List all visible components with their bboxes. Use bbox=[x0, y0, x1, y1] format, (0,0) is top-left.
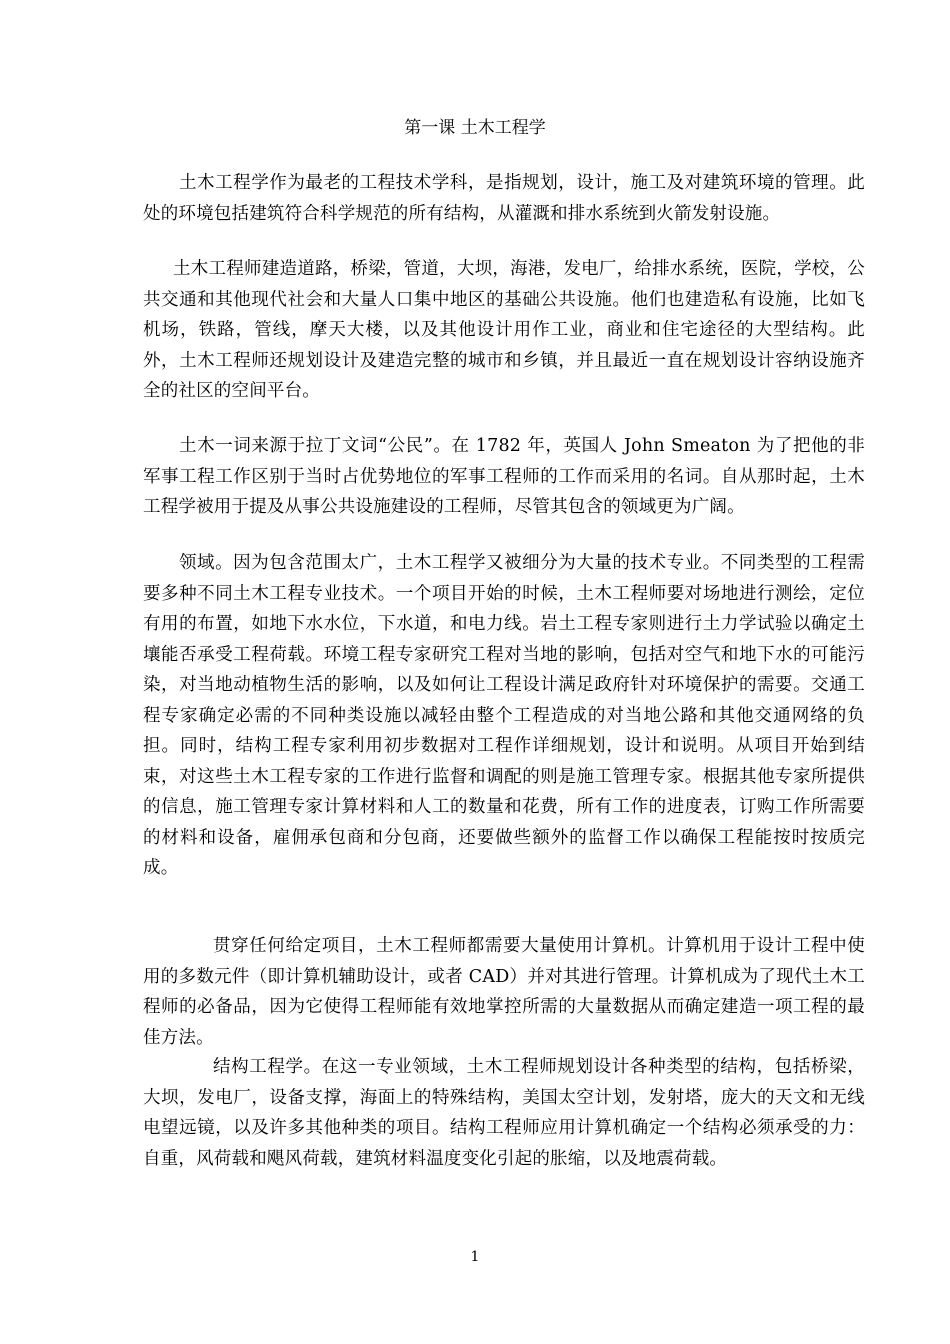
paragraph-fields: 领域。因为包含范围太广，土木工程学又被细分为大量的技术专业。不同类型的工程需要多种不同土木工程专业技术。一个项目开始的时候，土木工程师要对场地进行测绘，定位有用的布置，如地下水水位，下水道，和电力线。岩土工程专家则进行土力学试验以确定土壤能否承受工程荷载。环境工程专家研究工程对当地的影响，包括对空气和地下水的可能污染，对当地动植物生活的影响，以及如何让工程设计满足政府针对环境保护的需要。交通工程专家确定必需的不同种类设施以减轻由整个工程造成的对当地公路和其他交通网络的负担。同时，结构工程专家利用初步数据对工程作详细规划，设计和说明。从项目开始到结束，对这些土木工程专家的工作进行监督和调配的则是施工管理专家。根据其他专家所提供的信息，施工管理专家计算材料和人工的数量和花费，所有工作的进度表，订购工作所需要的材料和设备，雇佣承包商和分包商，还要做些额外的监督工作以确保工程能按时按质完成。 bbox=[143, 553, 865, 878]
page-number: 1 bbox=[470, 1249, 480, 1265]
paragraph-intro: 土木工程学作为最老的工程技术学科，是指规划，设计，施工及对建筑环境的管理。此处的环境包括建筑符合科学规范的所有结构，从灌溉和排水系统到火箭发射设施。 bbox=[143, 173, 865, 224]
paragraph-structural-engineering: 结构工程学。在这一专业领域，土木工程师规划设计各种类型的结构，包括桥梁，大坝，发电厂，设备支撑，海面上的特殊结构，美国太空计划，发射塔，庞大的天文和无线电望远镜，以及许多其他种类的项目。结构工程师应用计算机确定一个结构必须承受的力：自重，风荷载和飓风荷载，建筑材料温度变化引起的胀缩，以及地震荷载。 bbox=[143, 1057, 865, 1169]
paragraph-computers: 贯穿任何给定项目，土木工程师都需要大量使用计算机。计算机用于设计工程中使用的多数元件（即计算机辅助设计，或者 CAD）并对其进行管理。计算机成为了现代土木工程师的必备品，因为它使得工程师能有效地掌控所需的大量数据从而确定建造一项工程的最佳方法。 bbox=[143, 936, 865, 1048]
paragraph-civil-engineers: 土木工程师建造道路，桥梁，管道，大坝，海港，发电厂，给排水系统，医院，学校，公共交通和其他现代社会和大量人口集中地区的基础公共设施。他们也建造私有设施，比如飞机场，铁路，管线，摩天大楼，以及其他设计用作工业，商业和住宅途径的大型结构。此外，土木工程师还规划设计及建造完整的城市和乡镇，并且最近一直在规划设计容纳设施齐全的社区的空间平台。 bbox=[143, 259, 865, 401]
paragraph-etymology: 土木一词来源于拉丁文词“公民”。在 1782 年，英国人 John Smeaton 为了把他的非军事工程工作区别于当时占优势地位的军事工程师的工作而采用的名词。自从那时起，土木工程学被用于提及从事公共设施建设的工程师，尽管其包含的领域更为广阔。 bbox=[143, 436, 865, 517]
page-title: 第一课 土木工程学 bbox=[404, 118, 546, 138]
